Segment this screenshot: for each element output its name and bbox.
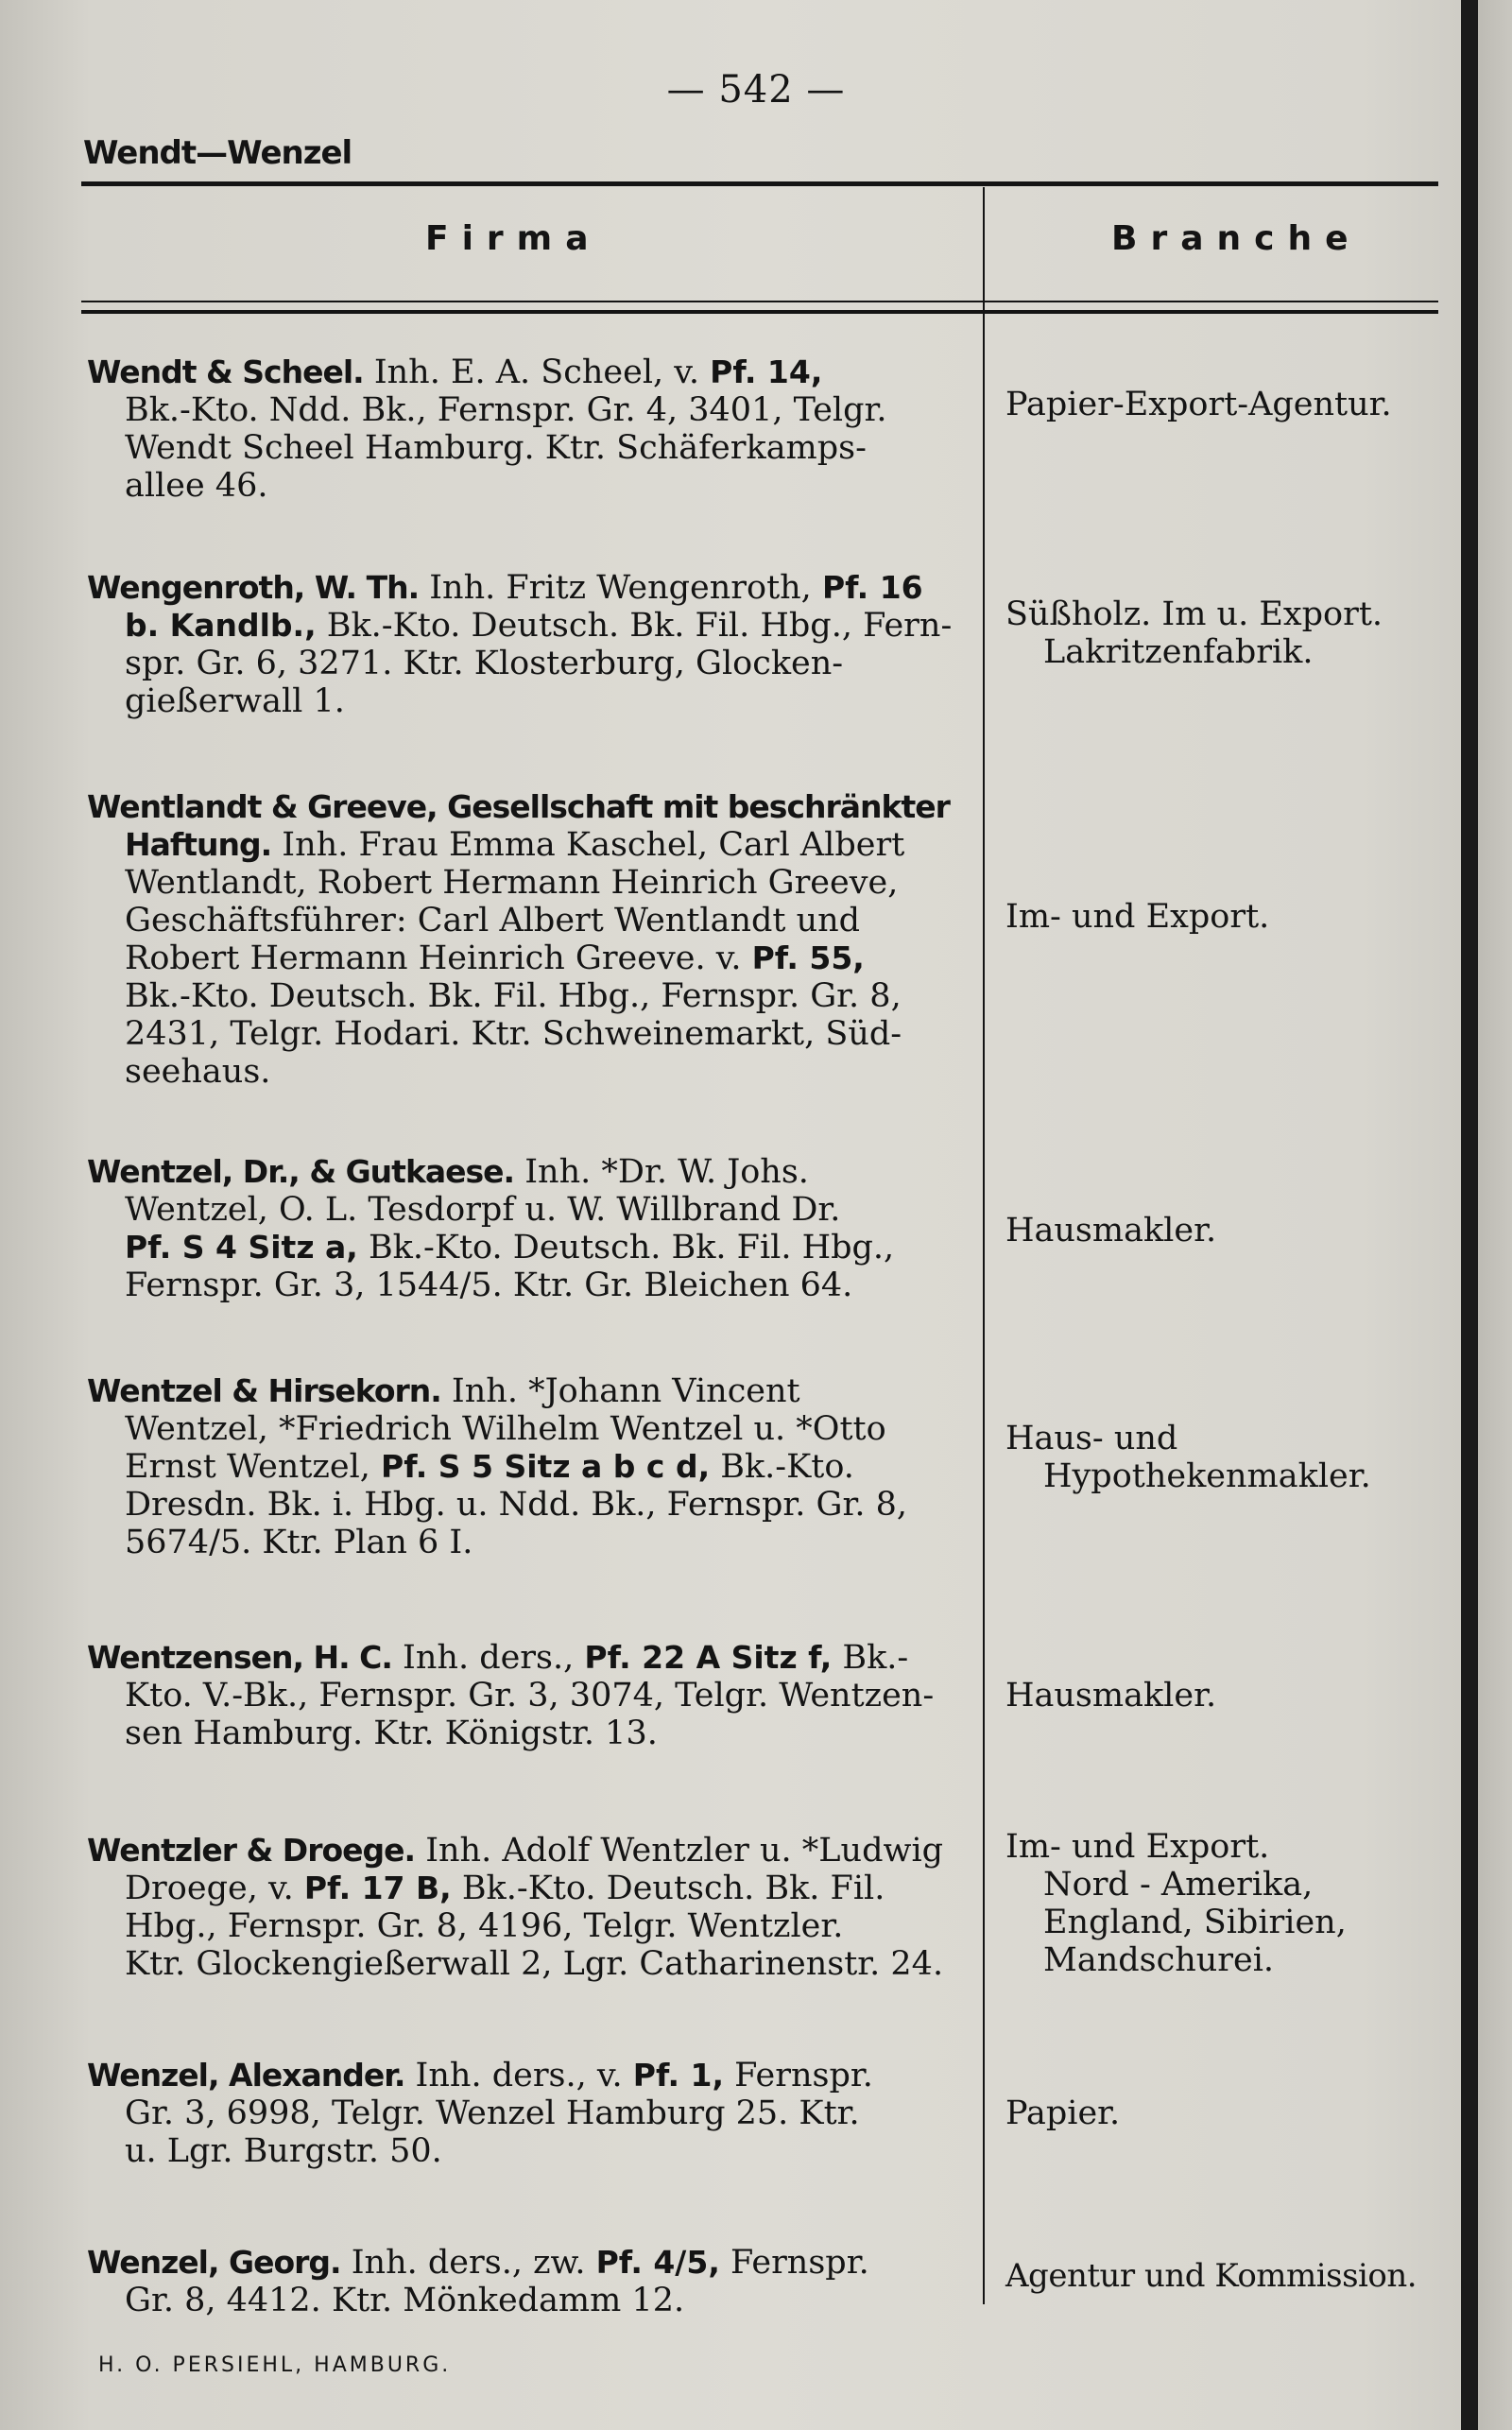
entry-text: Fernspr. [724,2057,873,2094]
branch-wentlandt-greeve [1005,898,1469,936]
branch-text: Hypothekenmakler. [1043,1457,1371,1495]
entry-text: Ernst Wentzel, [125,1448,382,1486]
firm-name: Wentzensen, H. C. [87,1639,392,1676]
entry-text: Bk.-Kto. Deutsch. Bk. Fil. Hbg., [357,1229,895,1267]
header-rule-2 [81,310,1438,314]
firm-name: Wentzel, Dr., & Gutkaese. [87,1153,515,1190]
entry-wentzler-droege [87,1832,985,1983]
entry-line: spr. Gr. 6, 3271. Ktr. Klosterburg, Glocken- [125,645,844,682]
branch-wengenroth [1005,595,1469,671]
postbox: Pf. 1, [632,2057,725,2094]
entry-line: Bk.-Kto. Ndd. Bk., Fernspr. Gr. 4, 3401, Telgr. [125,391,887,429]
postbox-detail: b. Kandlb., [125,607,317,644]
entry-text: Bk.-Kto. Deutsch. Bk. Fil. [451,1870,885,1907]
entry-line: Gr. 3, 6998, Telgr. Wenzel Hamburg 25. Ktr. [125,2094,860,2132]
postbox: Pf. 4/5, [595,2244,720,2281]
branch-text: Nord - Amerika, [1043,1866,1314,1904]
postbox: Pf. S 5 Sitz a b c d, [381,1448,711,1485]
firm-name: Wentzler & Droege. [87,1832,416,1869]
running-head: Wendt—Wenzel [83,134,352,172]
branch-text: Im- und Export. [1005,898,1270,936]
firm-name: Wentlandt & Greeve, Gesellschaft mit beschränkter [87,788,950,825]
entry-wentzel-gutkaese [87,1153,985,1304]
entry-line: Gr. 8, 4412. Ktr. Mönkedamm 12. [125,2282,685,2319]
entry-line: Bk.-Kto. Deutsch. Bk. Fil. Hbg., Fern- [316,607,953,645]
postbox: Pf. 55, [751,939,865,976]
firm-name: Wengenroth, W. Th. [87,569,420,606]
branch-wenzel-georg [1005,2257,1469,2295]
entry-line: Wendt Scheel Hamburg. Ktr. Schäferkamps- [125,429,867,467]
branch-text: Hausmakler. [1005,1677,1217,1715]
branch-text: Papier-Export-Agentur. [1005,386,1392,423]
entry-text: Bk.- [832,1639,909,1677]
entry-text: Inh. ders., v. [404,2057,633,2094]
column-header-branch: Branche [1111,219,1362,258]
entry-line: Hbg., Fernspr. Gr. 8, 4196, Telgr. Wentzler. [125,1907,844,1945]
entry-text: Fernspr. [719,2244,869,2282]
branch-text: Hausmakler. [1005,1212,1217,1249]
entry-text: Inh. Adolf Wentzler u. *Ludwig [415,1832,944,1870]
column-header-firm: Firma [425,219,602,258]
firm-name-cont: Haftung. [125,826,272,863]
printer-imprint: H. O. PERSIEHL, HAMBURG. [98,2353,452,2377]
entry-line: sen Hamburg. Ktr. Königstr. 13. [125,1715,658,1752]
firm-name: Wendt & Scheel. [87,353,364,390]
branch-wenzel-alexander [1005,2094,1469,2132]
entry-line: 5674/5. Ktr. Plan 6 I. [125,1524,473,1561]
entry-line: allee 46. [125,467,268,505]
entry-wentzel-hirsekorn [87,1372,985,1561]
postbox: Pf. 17 B, [303,1870,452,1906]
entry-wentlandt-greeve [87,788,985,1091]
page-number: — 542 — [666,68,846,112]
entry-wenzel-alexander [87,2057,985,2170]
entry-text: Inh. E. A. Scheel, v. [363,353,711,391]
branch-text: Süßholz. Im u. Export. [1005,595,1383,633]
firm-name: Wenzel, Georg. [87,2244,341,2281]
entry-wengenroth [87,569,985,720]
entry-text: Inh. Frau Emma Kaschel, Carl Albert [271,826,905,864]
branch-wentzel-hirsekorn [1005,1420,1469,1495]
branch-text: England, Sibirien, [1043,1904,1347,1941]
entry-line: Bk.-Kto. Deutsch. Bk. Fil. Hbg., Fernspr. Gr. 8, [125,977,902,1015]
postbox: Pf. S 4 Sitz a, [125,1229,358,1266]
branch-text: Lakritzenfabrik. [1043,633,1314,671]
branch-text: Haus- und [1005,1420,1178,1457]
entry-text: Inh. ders., [391,1639,585,1677]
entry-line: Wentlandt, Robert Hermann Heinrich Greeve, [125,864,899,902]
entry-text: Inh. *Johann Vincent [440,1372,800,1410]
firm-name: Wenzel, Alexander. [87,2057,405,2094]
entry-line: Ktr. Glockengießerwall 2, Lgr. Catharinenstr. 24. [125,1945,944,1983]
entry-line: Dresdn. Bk. i. Hbg. u. Ndd. Bk., Fernspr. Gr. 8, [125,1486,908,1524]
firm-name: Wentzel & Hirsekorn. [87,1372,441,1409]
branch-text: Im- und Export. [1005,1828,1270,1866]
top-rule [81,181,1438,186]
postbox: Pf. 14, [710,353,823,390]
entry-line: Wentzel, O. L. Tesdorpf u. W. Willbrand Dr. [125,1191,841,1229]
entry-line: 2431, Telgr. Hodari. Ktr. Schweinemarkt, Süd- [125,1015,902,1053]
entry-line: Kto. V.-Bk., Fernspr. Gr. 3, 3074, Telgr. Wentzen- [125,1677,935,1715]
branch-text: Mandschurei. [1043,1941,1275,1979]
branch-wendt-scheel [1005,386,1469,423]
page-binding-edge [1461,0,1512,2430]
branch-wentzler-droege [1005,1828,1469,1979]
entry-text: Droege, v. [125,1870,304,1907]
entry-text: Inh. *Dr. W. Johs. [514,1153,809,1191]
entry-line: Fernspr. Gr. 3, 1544/5. Ktr. Gr. Bleichen 64. [125,1267,853,1304]
postbox: Pf. 16 [821,569,923,606]
entry-text: Bk.-Kto. [710,1448,854,1486]
entry-line: seehaus. [125,1053,271,1091]
branch-wentzel-gutkaese [1005,1212,1469,1249]
entry-line: gießerwall 1. [125,682,345,720]
entry-wendt-scheel [87,353,985,505]
branch-text: Papier. [1005,2094,1121,2132]
entry-text: Robert Hermann Heinrich Greeve. v. [125,939,752,977]
branch-wentzensen [1005,1677,1469,1715]
branch-text: Agentur und Kommission. [1005,2257,1418,2295]
entry-line: Wentzel, *Friedrich Wilhelm Wentzel u. *Otto [125,1410,886,1448]
entry-text: Inh. ders., zw. [340,2244,596,2282]
entry-line: u. Lgr. Burgstr. 50. [125,2132,442,2170]
entry-wentzensen [87,1639,985,1752]
entry-line: Geschäftsführer: Carl Albert Wentlandt und [125,902,861,939]
header-rule-1 [81,301,1438,302]
entry-text: Inh. Fritz Wengenroth, [419,569,822,607]
postbox: Pf. 22 A Sitz f, [584,1639,833,1676]
entry-wenzel-georg [87,2244,985,2319]
